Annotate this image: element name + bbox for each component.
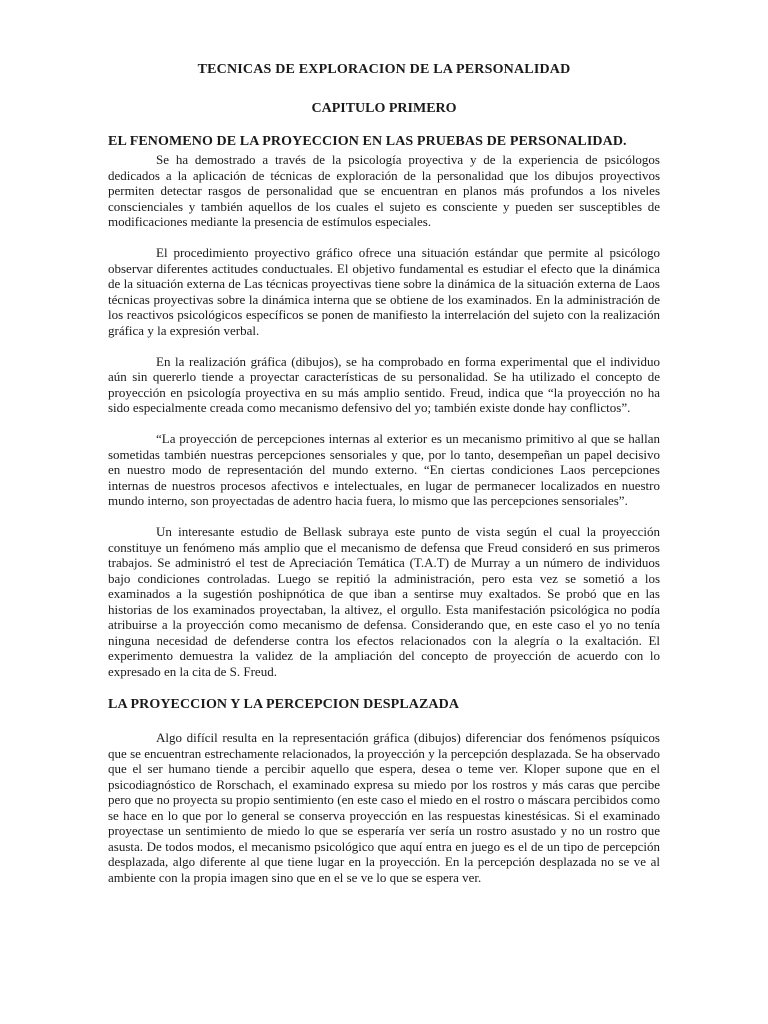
paragraph: En la realización gráfica (dibujos), se ha comprobado en forma experimental que el individuo aún sin quererlo tiende a proyectar características de su personalidad. Se ha utilizado el concepto de proyección en psicología proyectiva en su más amplio sentido. Freud, indica que “la proyección no ha sido especialmente creada como mecanismo defensivo del yo; también existe donde hay conflictos”. bbox=[108, 353, 660, 415]
paragraph: Un interesante estudio de Bellask subraya este punto de vista según el cual la proyección constituye un fenómeno más amplio que el mecanismo de defensa que Freud consideró en sus primeros trabajos. Se administró el test de Apreciación Temática (T.A.T) de Murray a un número de individuos bajo condiciones controladas. Luego se repitió la administración, pero esta vez se sometió a los examinados a la sugestión poshipnótica de que iban a sentirse muy exaltados. Se probó que en las historias de los examinados proyectaban, la altivez, el orgullo. Esta manifestación psicológica no podía atribuirse a la proyección como mecanismo de defensa. Considerando que, en este caso el yo no tenía ninguna necesidad de defenderse contra los efectos relacionados con la alegría o la exaltación. El experimento demuestra la validez de la ampliación del concepto de proyección de acuerdo con lo expresado en la cita de S. Freud. bbox=[108, 524, 660, 679]
chapter-heading: CAPITULO PRIMERO bbox=[311, 101, 457, 116]
paragraph: El procedimiento proyectivo gráfico ofrece una situación estándar que permite al psicólogo observar diferentes actitudes conductuales. El objetivo fundamental es estudiar el efecto que la dinámica de la situación externa de Las técnicas proyectivas tiene sobre la dinámica de la situación externa de Laos técnicas proyectivas sobre la dinámica interna que se obtiene de los examinados. En la administración de los reactivos psicológicos específicos se ponen de manifiesto la interrelación del sujeto con la realización gráfica y la expresión verbal. bbox=[108, 245, 660, 338]
paragraph: Se ha demostrado a través de la psicología proyectiva y de la experiencia de psicólogos dedicados a la aplicación de técnicas de exploración de la personalidad que los dibujos proyectivos permiten detectar rasgos de personalidad que se encuentran en planos más profundos a los niveles conscienciales y también aquellos de los cuales el sujeto es consciente y pueden ser susceptibles de modificaciones mediante la presencia de estímulos especiales. bbox=[108, 152, 660, 229]
document-page bbox=[108, 62, 660, 885]
section-heading-percepcion-desplazada: LA PROYECCION Y LA PERCEPCION DESPLAZADA bbox=[108, 697, 460, 712]
paragraph: “La proyección de percepciones internas al exterior es un mecanismo primitivo al que se hallan sometidas también nuestras percepciones sensoriales y que, por lo tanto, desempeñan un papel decisivo en nuestro modo de representación del mundo externo. “En ciertas condiciones Laos percepciones internas de nuestros procesos afectivos e intelectuales, en lugar de permanecer localizados en nuestro mundo interno, son proyectadas de adentro hacia fuera, lo mismo que las percepciones sensoriales”. bbox=[108, 431, 660, 508]
paragraph: Algo difícil resulta en la representación gráfica (dibujos) diferenciar dos fenómenos psíquicos que se encuentran estrechamente relacionados, la proyección y la percepción desplazada. Se ha observado que el ser humano tiende a percibir aquello que espera, desea o teme ver. Kloper supone que en el psicodiagnóstico de Rorschach, el examinado expresa su miedo por los rostros y más caras que percibe pero que no proyecta su propio sentimiento (en este caso el miedo en el rostro o máscara percibidos como se hace en lo que por lo general se conserva proyección en las respuestas kinestésicas. Si el examinado proyectase un sentimiento de miedo lo que se esperaría ver sería un rostro asustado y no un rostro que asusta. De todos modos, el mecanismo psicológico que aquí entra en juego es el de un tipo de percepción desplazada, algo diferente al que tiene lugar en la proyección. En la percepción desplazada no se ve al ambiente con la propia imagen sino que en el se ve lo que se espera ver. bbox=[108, 730, 660, 885]
section-heading-proyeccion: EL FENOMENO DE LA PROYECCION EN LAS PRUEBAS DE PERSONALIDAD. bbox=[108, 134, 627, 149]
document-title: TECNICAS DE EXPLORACION DE LA PERSONALIDAD bbox=[197, 62, 571, 77]
